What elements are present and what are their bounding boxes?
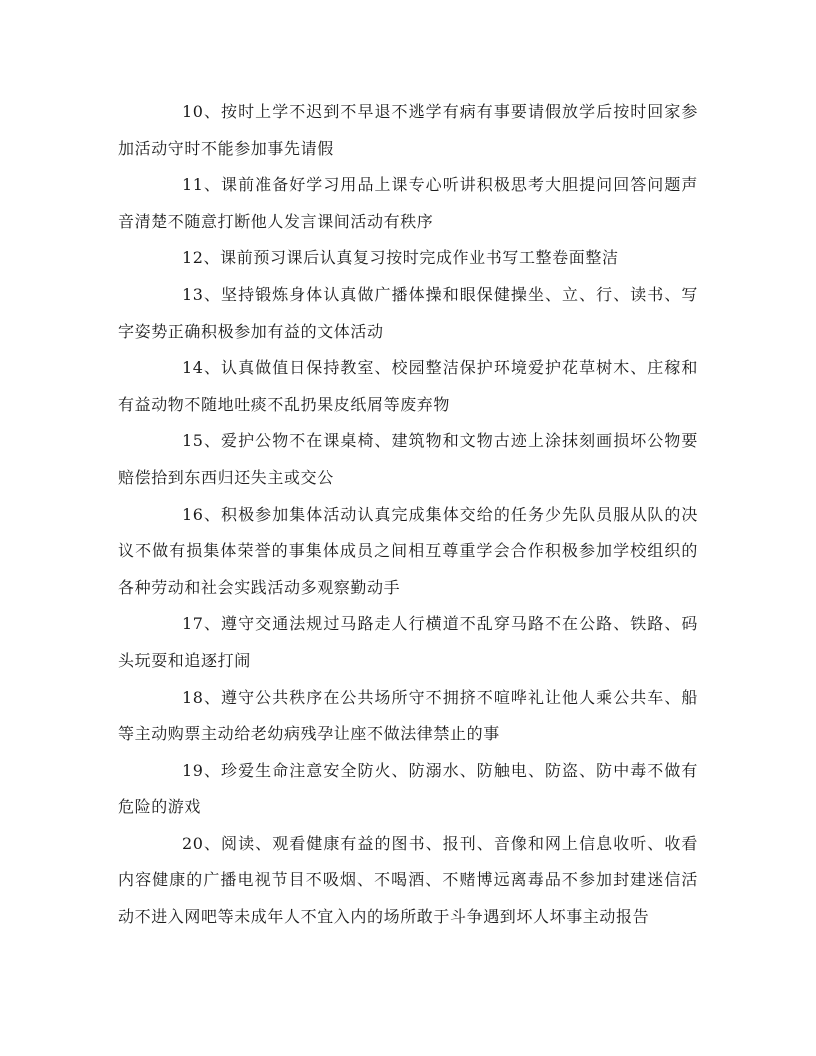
rule-paragraph-16: 16、积极参加集体活动认真完成集体交给的任务少先队员服从队的决议不做有损集体荣誉的事集体成员之间相互尊重学会合作积极参加学校组织的各种劳动和社会实践活动多观察勤动手 xyxy=(118,504,698,597)
rule-paragraph-10: 10、按时上学不迟到不早退不逃学有病有事要请假放学后按时回家参加活动守时不能参加事先请假 xyxy=(118,102,698,158)
rule-paragraph-19: 19、珍爱生命注意安全防火、防溺水、防触电、防盗、防中毒不做有危险的游戏 xyxy=(118,760,698,817)
rule-paragraph-14: 14、认真做值日保持教室、校园整洁保护环境爱护花草树木、庄稼和有益动物不随地吐痰不乱扔果皮纸屑等废弃物 xyxy=(118,358,698,414)
rule-paragraph-20: 20、阅读、观看健康有益的图书、报刊、音像和网上信息收听、收看内容健康的广播电视节目不吸烟、不喝酒、不赌博远离毒品不参加封建迷信活动不进入网吧等未成年人不宜入内的场所敢于斗争遇到坏人坏事主动报告 xyxy=(118,833,698,927)
rule-paragraph-12: 12、课前预习课后认真复习按时完成作业书写工整卷面整洁 xyxy=(182,248,619,268)
rule-paragraph-15: 15、爱护公物不在课桌椅、建筑物和文物古迹上涂抹刻画损坏公物要赔偿拾到东西归还失主或交公 xyxy=(118,431,698,487)
rule-paragraph-11: 11、课前准备好学习用品上课专心听讲积极思考大胆提问回答问题声音清楚不随意打断他人发言课间活动有秩序 xyxy=(118,175,698,231)
rule-paragraph-18: 18、遵守公共秩序在公共场所守不拥挤不喧哗礼让他人乘公共车、船等主动购票主动给老幼病残孕让座不做法律禁止的事 xyxy=(118,687,698,744)
rule-paragraph-13: 13、坚持锻炼身体认真做广播体操和眼保健操坐、立、行、读书、写字姿势正确积极参加有益的文体活动 xyxy=(118,284,698,341)
rule-paragraph-17: 17、遵守交通法规过马路走人行横道不乱穿马路不在公路、铁路、码头玩耍和追逐打闹 xyxy=(118,614,698,670)
